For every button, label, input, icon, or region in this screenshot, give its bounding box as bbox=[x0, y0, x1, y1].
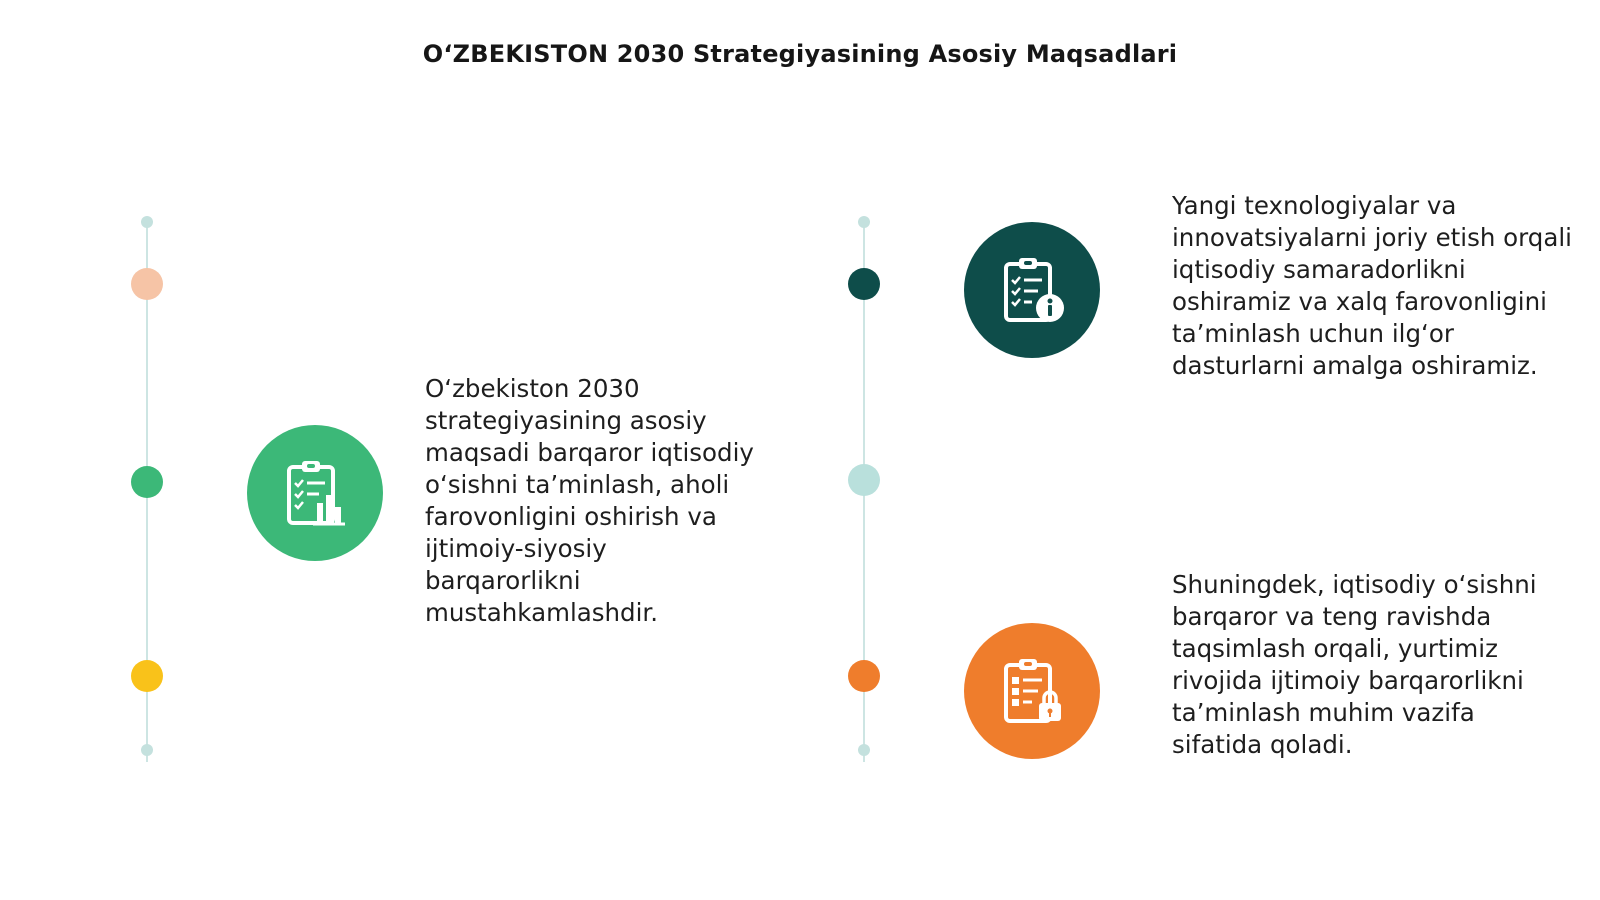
timeline-start-dot bbox=[858, 216, 870, 228]
clipboard-lock-icon bbox=[996, 655, 1068, 727]
goal-icon-circle-2 bbox=[964, 222, 1100, 358]
timeline-start-dot bbox=[141, 216, 153, 228]
timeline-node-dark-teal bbox=[848, 268, 880, 300]
timeline-end-dot bbox=[858, 744, 870, 756]
timeline-end-dot bbox=[141, 744, 153, 756]
timeline-node-peach bbox=[131, 268, 163, 300]
goal-icon-circle-1 bbox=[247, 425, 383, 561]
timeline-node-green bbox=[131, 466, 163, 498]
goal-text-2: Yangi texnologiyalar va innovatsiyalarni joriy etish orqali iqtisodiy samaradorlikni oshiramiz va xalq farovonligini ta’minlash uchun ilg‘or dasturlarni amalga oshiramiz. bbox=[1172, 191, 1572, 380]
goal-icon-circle-3 bbox=[964, 623, 1100, 759]
page-title: O‘ZBEKISTON 2030 Strategiyasining Asosiy Maqsadlari bbox=[422, 40, 1178, 68]
timeline-left bbox=[134, 216, 160, 766]
goal-text-3: Shuningdek, iqtisodiy o‘sishni barqaror va teng ravishda taqsimlash orqali, yurtimiz rivojida ijtimoiy barqarorlikni ta’minlash muhim vazifa sifatida qoladi. bbox=[1172, 570, 1537, 759]
timeline-node-orange bbox=[848, 660, 880, 692]
timeline-node-light-teal bbox=[848, 464, 880, 496]
clipboard-info-icon bbox=[996, 254, 1068, 326]
timeline-node-yellow bbox=[131, 660, 163, 692]
timeline-right bbox=[851, 216, 877, 766]
clipboard-chart-icon bbox=[279, 457, 351, 529]
goal-text-1: O‘zbekiston 2030 strategiyasining asosiy maqsadi barqaror iqtisodiy o‘sishni ta’minlash, aholi farovonligini oshirish va ijtimoiy-siyosiy barqarorlikni mustahkamlashdir. bbox=[425, 374, 754, 627]
